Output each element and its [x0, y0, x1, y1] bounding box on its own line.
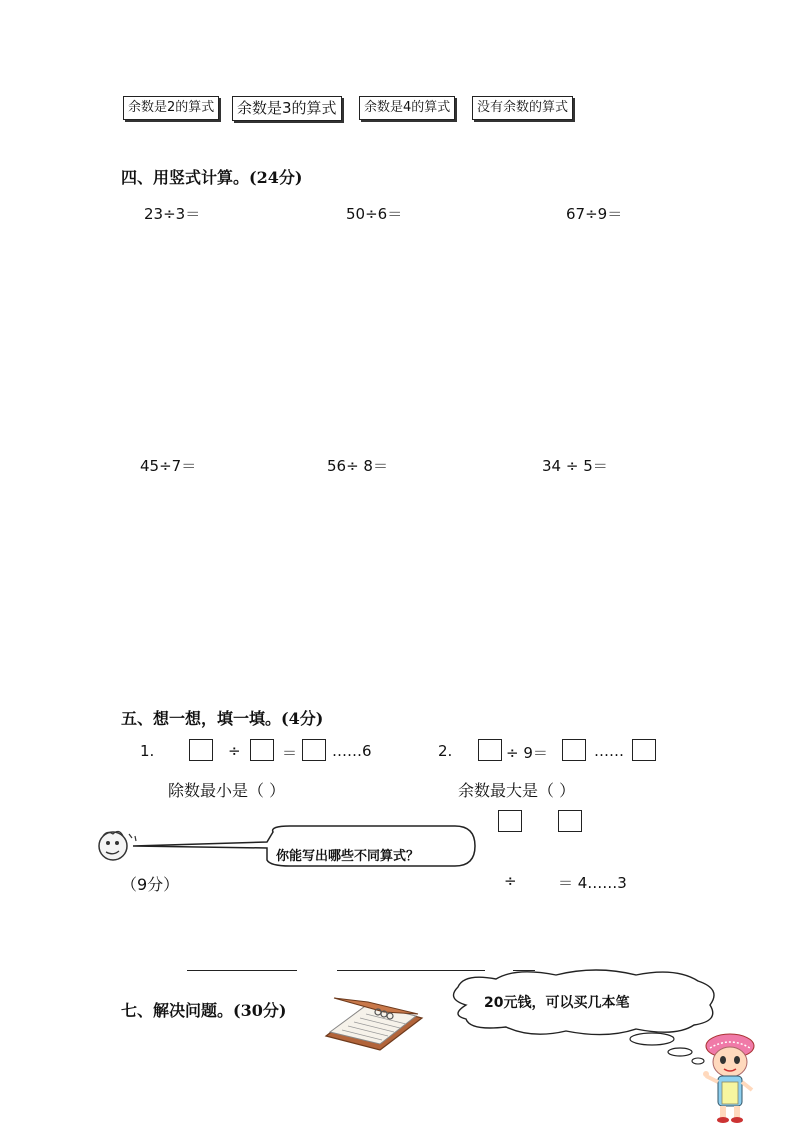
q2-remainder-dots: …… [594, 742, 624, 760]
q1-prompt: 除数最小是（ ） [168, 781, 286, 800]
q1-remainder: ……6 [332, 742, 372, 760]
q1-div-sign: ÷ [228, 742, 241, 760]
thought-cloud-graphic [436, 965, 726, 1065]
q2-remainder-box[interactable] [632, 739, 656, 761]
girl-character-icon [700, 1032, 760, 1123]
section6-points: （9分） [121, 875, 180, 894]
cloud-text: 20元钱，可以买几本笔 [484, 995, 630, 1011]
q2-prompt: 余数最大是（ ） [458, 781, 576, 800]
tag-no-remainder: 没有余数的算式 [472, 96, 573, 120]
s6-divisor-box[interactable] [558, 810, 582, 832]
q2-dividend-box[interactable] [478, 739, 502, 761]
problem-34-div-5: 34 ÷ 5＝ [542, 457, 608, 475]
q1-number: 1. [140, 742, 155, 760]
q1-dividend-box[interactable] [189, 739, 213, 761]
problem-67-div-9: 67÷9＝ [566, 205, 623, 223]
q1-equals: ＝ [282, 744, 298, 762]
q2-quotient-box[interactable] [562, 739, 586, 761]
tag-remainder-2: 余数是2的算式 [123, 96, 219, 120]
q2-number: 2. [438, 742, 453, 760]
problem-50-div-6: 50÷6＝ [346, 205, 403, 223]
s6-div-sign: ÷ [504, 872, 517, 890]
tag-remainder-3: 余数是3的算式 [232, 96, 342, 121]
q1-divisor-box[interactable] [250, 739, 274, 761]
section7-title: 七、解决问题。(30分) [121, 1001, 287, 1020]
section5-title: 五、想一想，填一填。(4分) [121, 709, 324, 728]
tag-remainder-4: 余数是4的算式 [359, 96, 455, 120]
problem-45-div-7: 45÷7＝ [140, 457, 197, 475]
q2-div-nine: ÷ 9＝ [506, 744, 548, 762]
s6-result: ＝ 4……3 [558, 874, 627, 892]
section4-title: 四、用竖式计算。(24分) [121, 168, 303, 187]
problem-23-div-3: 23÷3＝ [144, 205, 201, 223]
problem-56-div-8: 56÷ 8＝ [327, 457, 388, 475]
q1-quotient-box[interactable] [302, 739, 326, 761]
bubble-text: 你能写出哪些不同算式？ [276, 849, 420, 864]
thinking-face-icon [99, 831, 136, 860]
notebook-icon [320, 992, 424, 1054]
answer-blank-1[interactable] [187, 970, 297, 971]
s6-dividend-box[interactable] [498, 810, 522, 832]
